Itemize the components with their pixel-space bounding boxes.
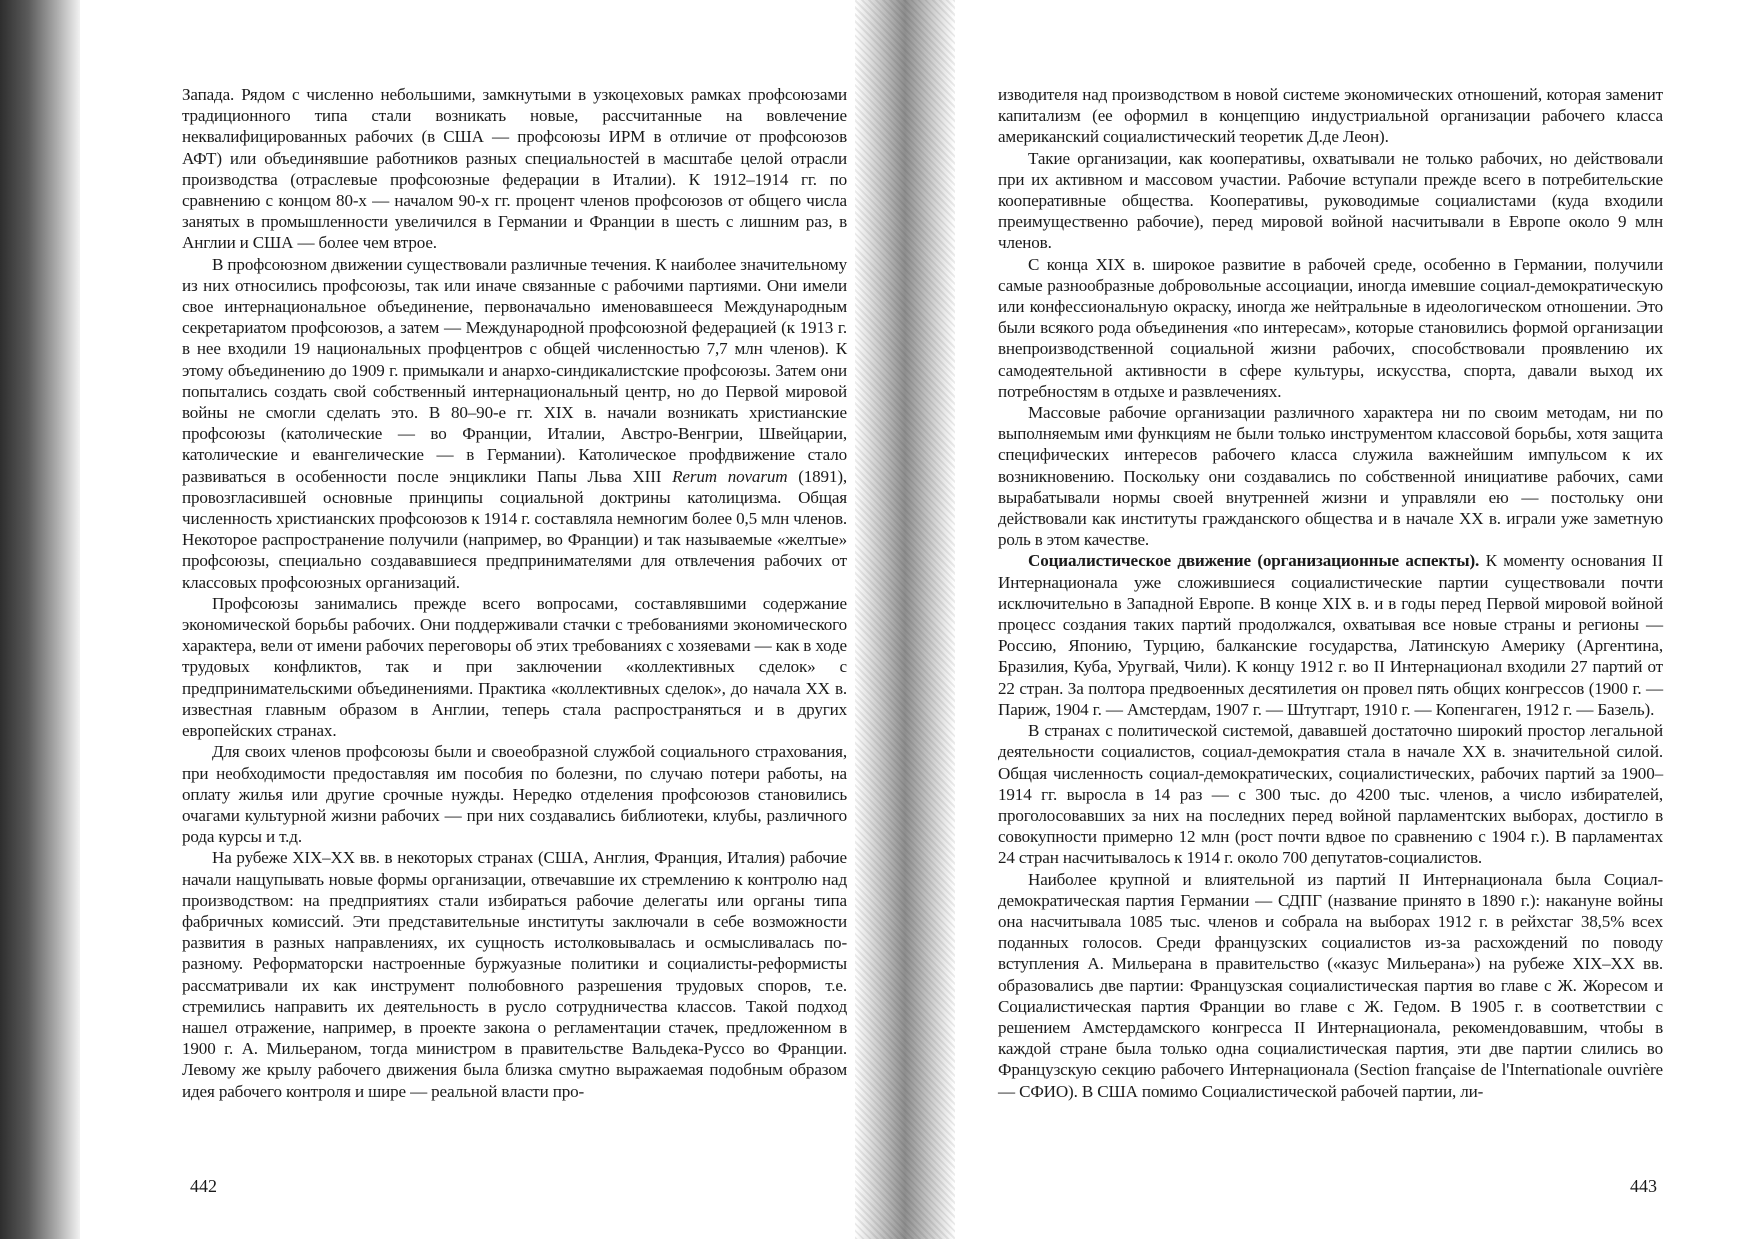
- section-heading: Социалистическое движение (организационные аспекты).: [1028, 551, 1480, 571]
- italic-title: Rerum novarum: [672, 466, 788, 486]
- left-page: [182, 84, 847, 1194]
- right-paragraph-6: В странах с политической системой, дававшей достаточно широкий простор легальной деятельности социалистов, социал-демократия стала в начале XX в. значительной силой. Общая численность социал-демократических, социалистических, рабочих партий за 1900–1914 гг. выросла в 14 раз — с 300 тыс. до 4200 тыс. членов, а число избирателей, проголосовавших за них на последних перед войной парламентских выборах, достигло в совокупности примерно 12 млн (рост почти вдвое по сравнению с 1904 г.). В парламентах 24 стран насчитывалось к 1914 г. около 700 депутатов-социалистов.: [998, 721, 1663, 868]
- right-paragraph-2: Такие организации, как кооперативы, охватывали не только рабочих, но действовали при их активном и массовом участии. Рабочие вступали прежде всего в потребительские кооперативные общества. Кооперативы, руководимые социалистами (куда входили преимущественно рабочие), перед мировой войной насчитывали в Европе около 9 млн членов.: [998, 148, 1663, 253]
- right-paragraph-5: Социалистическое движение (организационные аспекты). К моменту основания II Интернационала уже сложившиеся социалистические партии существовали почти исключительно в Западной Европе. В конце XIX в. и в годы перед Первой мировой войной процесс создания таких партий продолжался, охватывая все новые страны и регионы — Россию, Японию, Турцию, балканские государства, Латинскую Америку (Аргентина, Бразилия, Куба, Уругвай, Чили). К концу 1912 г. во II Интернационал входили 27 партий от 22 стран. За полтора предвоенных десятилетия он провел пять общих конгрессов (1900 г. — Париж, 1904 г. — Амстердам, 1907 г. — Штутгарт, 1910 г. — Копенгаген, 1912 г. — Базель).: [998, 551, 1663, 719]
- right-paragraph-7: Наиболее крупной и влиятельной из партий II Интернационала была Социал-демократическая партия Германии — СДПГ (название принято в 1890 г.): накануне войны она насчитывала 1085 тыс. членов и собрала на выборах 1912 г. в рейхстаг 38,5% всех поданных голосов. Среди французских социалистов из-за расхождений по поводу вступления А. Мильерана в правительство («казус Мильерана») на рубеже XIX–XX вв. образовались две партии: Французская социалистическая партия во главе с Ж. Жоресом и Социалистическая партия Франции во главе с Ж. Гедом. В 1905 г. в соответствии с решением Амстердамского конгресса II Интернационала, рекомендовавшим, чтобы в каждой стране была только одна социалистическая партия, эти две партии слились во Французскую секцию рабочего Интернационала (Section française de l'Internationale ouvrière — СФИО). В США помимо Социалистической рабочей партии, ли-: [998, 869, 1663, 1101]
- left-paragraph-3: Профсоюзы занимались прежде всего вопросами, составлявшими содержание экономической борьбы рабочих. Они поддерживали стачки с требованиями экономического характера, вели от имени рабочих переговоры об этих требованиях с хозяевами — как в ходе трудовых конфликтов, так и при заключении «коллективных сделок» с предпринимательскими объединениями. Практика «коллективных сделок», до начала XX в. известная главным образом в Англии, теперь стала распространяться и в других европейских странах.: [182, 593, 847, 741]
- right-paragraph-3: С конца XIX в. широкое развитие в рабочей среде, особенно в Германии, получили самые разнообразные добровольные ассоциации, иногда имевшие социал-демократическую или конфессиональную окраску, иногда же нейтральные в идеологическом отношении. Это были всякого рода объединения «по интересам», которые становились формой организации внепроизводственной социальной жизни рабочих, способствовали проявлению их самодеятельной активности в сфере культуры, искусства, спорта, давали выход их потребностям в отдыхе и развлечениях.: [998, 254, 1663, 401]
- left-paragraph-2: В профсоюзном движении существовали различные течения. К наиболее значительному из них относились профсоюзы, так или иначе связанные с рабочими партиями. Они имели свое интернациональное объединение, первоначально именовавшееся Международным секретариатом профсоюзов, а затем — Международной профсоюзной федерацией (к 1913 г. в нее входили 19 национальных профцентров с общей численностью 7,7 млн членов). К этому объединению до 1909 г. примыкали и анархо-синдикалистские профсоюзы. Затем они попытались создать свой собственный интернациональный центр, но до Первой мировой войны не смогли сделать это. В 80–90-е гг. XIX в. начали возникать христианские профсоюзы (католические — во Франции, Италии, Австро-Венгрии, Швейцарии, католические и евангелические — в Германии). Католическое профдвижение стало развиваться в особенности после энциклики Папы Льва XIII Rerum novarum (1891), провозгласившей основные принципы социальной доктрины католицизма. Общая численность христианских профсоюзов к 1914 г. составляла немногим более 0,5 млн членов. Некоторое распространение получили (например, во Франции) и так называемые «желтые» профсоюзы, специально создававшиеся предпринимателями для отвлечения рабочих от классовых профсоюзных организаций.: [182, 254, 848, 592]
- left-paragraph-1: Запада. Рядом с численно небольшими, замкнутыми в узкоцеховых рамках профсоюзами традиционного типа стали возникать новые, рассчитанные на вовлечение неквалифицированных рабочих (в США — профсоюзы ИРМ в отличие от профсоюзов АФТ) или объединявшие работников разных специальностей в масштабе целой отрасли производства (отраслевые профсоюзные федерации в Италии). К 1912–1914 гг. по сравнению с концом 80-х — началом 90-х гг. процент членов профсоюзов от общего числа занятых в промышленности увеличился в Германии и Франции в шесть с лишним раз, в Англии и США — более чем втрое.: [182, 85, 847, 253]
- left-paragraph-5: На рубеже XIX–XX вв. в некоторых странах (США, Англия, Франция, Италия) рабочие начали нащупывать новые формы организации, отвечавшие их стремлению к контролю над производством: на предприятиях стали избираться рабочие делегаты или органы типа фабричных комиссий. Эти представительные институты заключали в себе возможности развития в разных направлениях, их сущность истолковывалась и осмысливалась по-разному. Реформаторски настроенные буржуазные политики и социалисты-реформисты рассматривали их как инструмент полюбовного разрешения трудовых споров, т.е. стремились направить их деятельность в русло сотрудничества классов. Такой подход нашел отражение, например, в проекте закона о регламентации стачек, предложенном в 1900 г. А. Мильераном, тогда министром в правительстве Вальдека-Руссо во Франции. Левому же крылу рабочего движения была близка смутно выражаемая подобным образом идея рабочего контроля и шире — реальной власти про-: [182, 848, 847, 1101]
- right-paragraph-1: изводителя над производством в новой системе экономических отношений, которая заменит капитализм (ее оформил в концепцию индустриальной организации рабочего класса американский социалистический теоретик Д.де Леон).: [998, 85, 1663, 147]
- book-gutter: [855, 0, 955, 1239]
- right-page-number: 443: [1630, 1176, 1657, 1196]
- right-paragraph-4: Массовые рабочие организации различного характера ни по своим методам, ни по выполняемым ими функциям не были только инструментом классовой борьбы, хотя защита специфических интересов рабочего класса служила важнейшим импульсом к их возникновению. Поскольку они создавались по собственной инициативе рабочих, сами вырабатывали нормы своей внутренней жизни и управляли ею — постольку они действовали как институты гражданского общества и в начале XX в. играли уже заметную роль в этом качестве.: [998, 403, 1663, 550]
- left-paragraph-4: Для своих членов профсоюзы были и своеобразной службой социального страхования, при необходимости предоставляя им пособия по болезни, по случаю потери работы, на оплату жилья или другие срочные нужды. Нередко отделения профсоюзов становились очагами культурной жизни рабочих — при них создавались библиотеки, клубы, различного рода курсы и т.д.: [182, 742, 847, 847]
- right-page: [998, 84, 1663, 1194]
- page-edge-shadow: [0, 0, 80, 1239]
- left-page-number: 442: [190, 1176, 217, 1196]
